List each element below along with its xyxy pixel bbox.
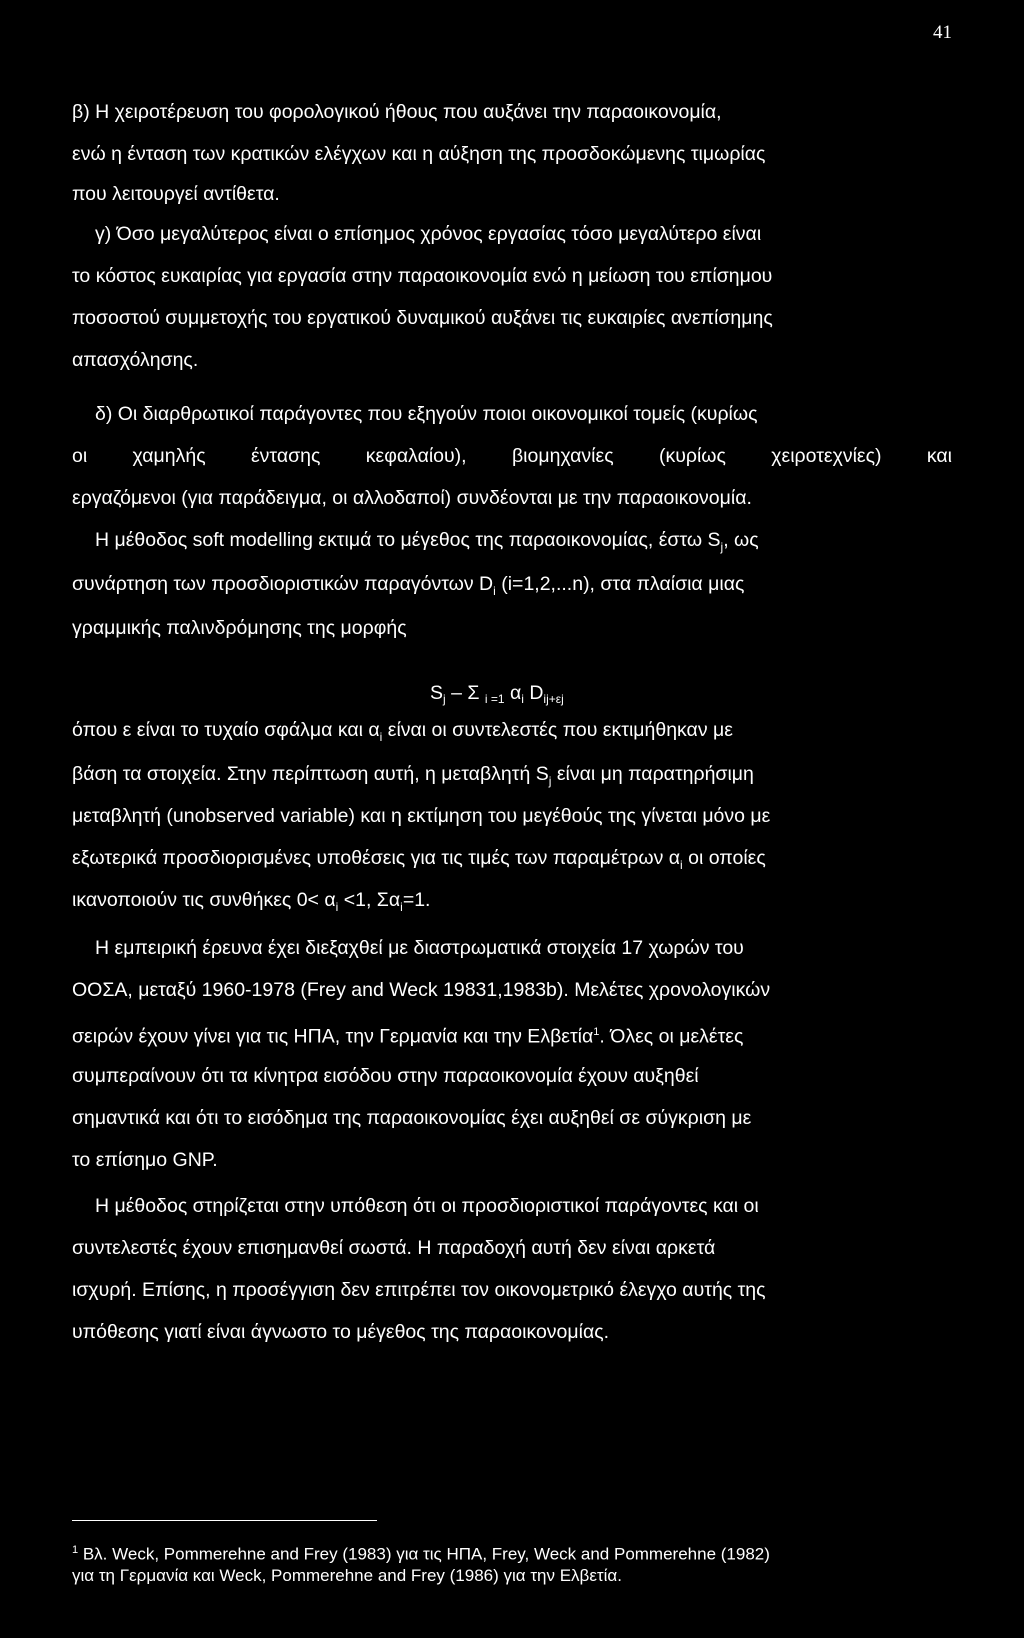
formula-sigma: – Σ: [445, 682, 485, 704]
text: είναι οι συντελεστές που εκτιμήθηκαν με: [382, 719, 733, 741]
subscript: i: [379, 729, 383, 744]
text-line: [72, 1276, 952, 1304]
subscript: j: [548, 773, 552, 788]
text: ποσοστού συμμετοχής του εργατικού δυναμικού αυξάνει τις ευκαιρίες ανεπίσημης: [72, 307, 773, 329]
text-line: [72, 1104, 952, 1132]
formula-d: D: [523, 682, 544, 704]
text-line: [72, 802, 952, 830]
text: =1.: [402, 889, 431, 911]
text-line: [72, 442, 952, 470]
subscript: i =1: [484, 692, 505, 706]
footnote-line: [72, 1538, 952, 1567]
text: βάση τα στοιχεία. Στην περίπτωση αυτή, η μεταβλητή S: [72, 763, 549, 785]
text-line: [72, 304, 952, 332]
text: β) Η χειροτέρευση του φορολογικού ήθους που αυξάνει την παραοικονομία,: [72, 101, 722, 123]
text: ικανοποιούν τις συνθήκες 0< α: [72, 889, 336, 911]
text: γ) Όσο μεγαλύτερος είναι ο επίσημος χρόνος εργασίας τόσο μεγαλύτερο είναι: [95, 223, 762, 245]
text-line: [95, 220, 952, 248]
text-line: [72, 886, 952, 921]
text-line: [95, 934, 952, 962]
footnote-ref: 1: [593, 1026, 600, 1038]
text: όπου ε είναι το τυχαίο σφάλμα και α: [72, 719, 380, 741]
text: συνάρτηση των προσδιοριστικών παραγόντων D: [72, 573, 494, 595]
text-line: [72, 614, 952, 642]
footnote-separator: [72, 1520, 377, 1521]
text-line: [72, 484, 952, 512]
subscript: j: [443, 692, 446, 706]
text: . Όλες οι μελέτες: [599, 1025, 744, 1048]
text: , ως: [723, 529, 759, 551]
text: οι οποίες: [682, 847, 766, 869]
subscript: i: [400, 899, 403, 914]
text: που λειτουργεί αντίθετα.: [72, 183, 280, 205]
text: Η εμπειρική έρευνα έχει διεξαχθεί με διαστρωματικά στοιχεία 17 χωρών του: [95, 937, 744, 959]
subscript: i: [521, 692, 524, 706]
text: υπόθεσης γιατί είναι άγνωστο το μέγεθος της παραοικονομίας.: [72, 1321, 610, 1343]
text: το κόστος ευκαιρίας για εργασία στην παραοικονομία ενώ η μείωση του επίσημου: [72, 265, 773, 287]
text: <1, Σα: [338, 889, 401, 911]
text: μεταβλητή (unobserved variable) και η εκτίμηση του μεγέθούς της γίνεται μόνο με: [72, 805, 771, 827]
text-line: [95, 400, 952, 428]
text-line: [72, 1018, 952, 1051]
text: απασχόλησης.: [72, 349, 199, 371]
subscript: i: [493, 583, 496, 598]
subscript: ij+εj: [543, 692, 564, 706]
text: δ) Οι διαρθρωτικοί παράγοντες που εξηγούν ποιοι οικονομικοί τομείς (κυρίως: [95, 403, 758, 425]
text: γραμμικής παλινδρόμησης της μορφής: [72, 617, 407, 639]
page-number: 41: [933, 22, 952, 43]
text: (i=1,2,...n), στα πλαίσια μιας: [495, 573, 745, 595]
text-line: [72, 180, 952, 208]
text-line: [72, 1318, 952, 1346]
text: ενώ η ένταση των κρατικών ελέγχων και η αύξηση της προσδοκώμενης τιμωρίας: [72, 143, 766, 165]
footnote-text: Βλ. Weck, Pommerehne and Frey (1983) για τις ΗΠΑ, Frey, Weck and Pommerehne (1982): [78, 1544, 770, 1564]
subscript: i: [335, 899, 339, 914]
text: σειρών έχουν γίνει για τις ΗΠΑ, την Γερμανία και την Ελβετία: [72, 1025, 594, 1048]
text-line: [72, 716, 952, 751]
text-line: [72, 140, 952, 168]
text: το επίσημο GNP.: [72, 1149, 218, 1171]
footnote-mark: 1: [72, 1544, 79, 1556]
formula-alpha: α: [504, 682, 522, 704]
text: σημαντικά και ότι το εισόδημα της παραοικονομίας έχει αυξηθεί σε σύγκριση με: [72, 1107, 752, 1129]
footnote-line: [72, 1564, 952, 1588]
regression-formula: [430, 682, 564, 706]
text: Η μέθοδος στηρίζεται στην υπόθεση ότι οι προσδιοριστικοί παράγοντες και οι: [95, 1195, 759, 1217]
text: συμπεραίνουν ότι τα κίνητρα εισόδου στην παραοικονομία έχουν αυξηθεί: [72, 1065, 699, 1087]
text-line: [72, 976, 952, 1004]
text-line: [72, 1234, 952, 1262]
text: εξωτερικά προσδιορισμένες υποθέσεις για τις τιμές των παραμέτρων α: [72, 847, 681, 869]
footnote-text: για τη Γερμανία και Weck, Pommerehne and Frey (1986) για την Ελβετία.: [72, 1566, 622, 1585]
text-line: [72, 844, 952, 879]
text: οι χαμηλής έντασης κεφαλαίου), βιομηχανίες (κυρίως χειροτεχνίες) και: [72, 445, 952, 467]
text-line: [95, 1192, 952, 1220]
subscript: j: [720, 539, 724, 554]
formula-s: S: [430, 682, 444, 704]
text-line: [72, 760, 952, 795]
text: είναι μη παρατηρήσιμη: [551, 763, 754, 785]
text-line: [72, 98, 952, 126]
text-line: [72, 262, 952, 290]
text: ισχυρή. Επίσης, η προσέγγιση δεν επιτρέπει τον οικονομετρικό έλεγχο αυτής της: [72, 1279, 766, 1301]
text: ΟΟΣΑ, μεταξύ 1960-1978 (Frey and Weck 19831,1983b). Μελέτες χρονολογικών: [72, 979, 771, 1001]
subscript: i: [680, 857, 683, 872]
text: εργαζόμενοι (για παράδειγμα, οι αλλοδαποί) συνδέονται με την παραοικονομία.: [72, 487, 752, 509]
text-line: [72, 1062, 952, 1090]
text-line: [72, 1146, 952, 1174]
text-line: [72, 346, 952, 374]
text: Η μέθοδος soft modelling εκτιμά το μέγεθος της παραοικονομίας, έστω S: [95, 529, 721, 551]
text-line: [95, 526, 952, 561]
text: συντελεστές έχουν επισημανθεί σωστά. Η παραδοχή αυτή δεν είναι αρκετά: [72, 1237, 716, 1259]
text-line: [72, 570, 952, 605]
